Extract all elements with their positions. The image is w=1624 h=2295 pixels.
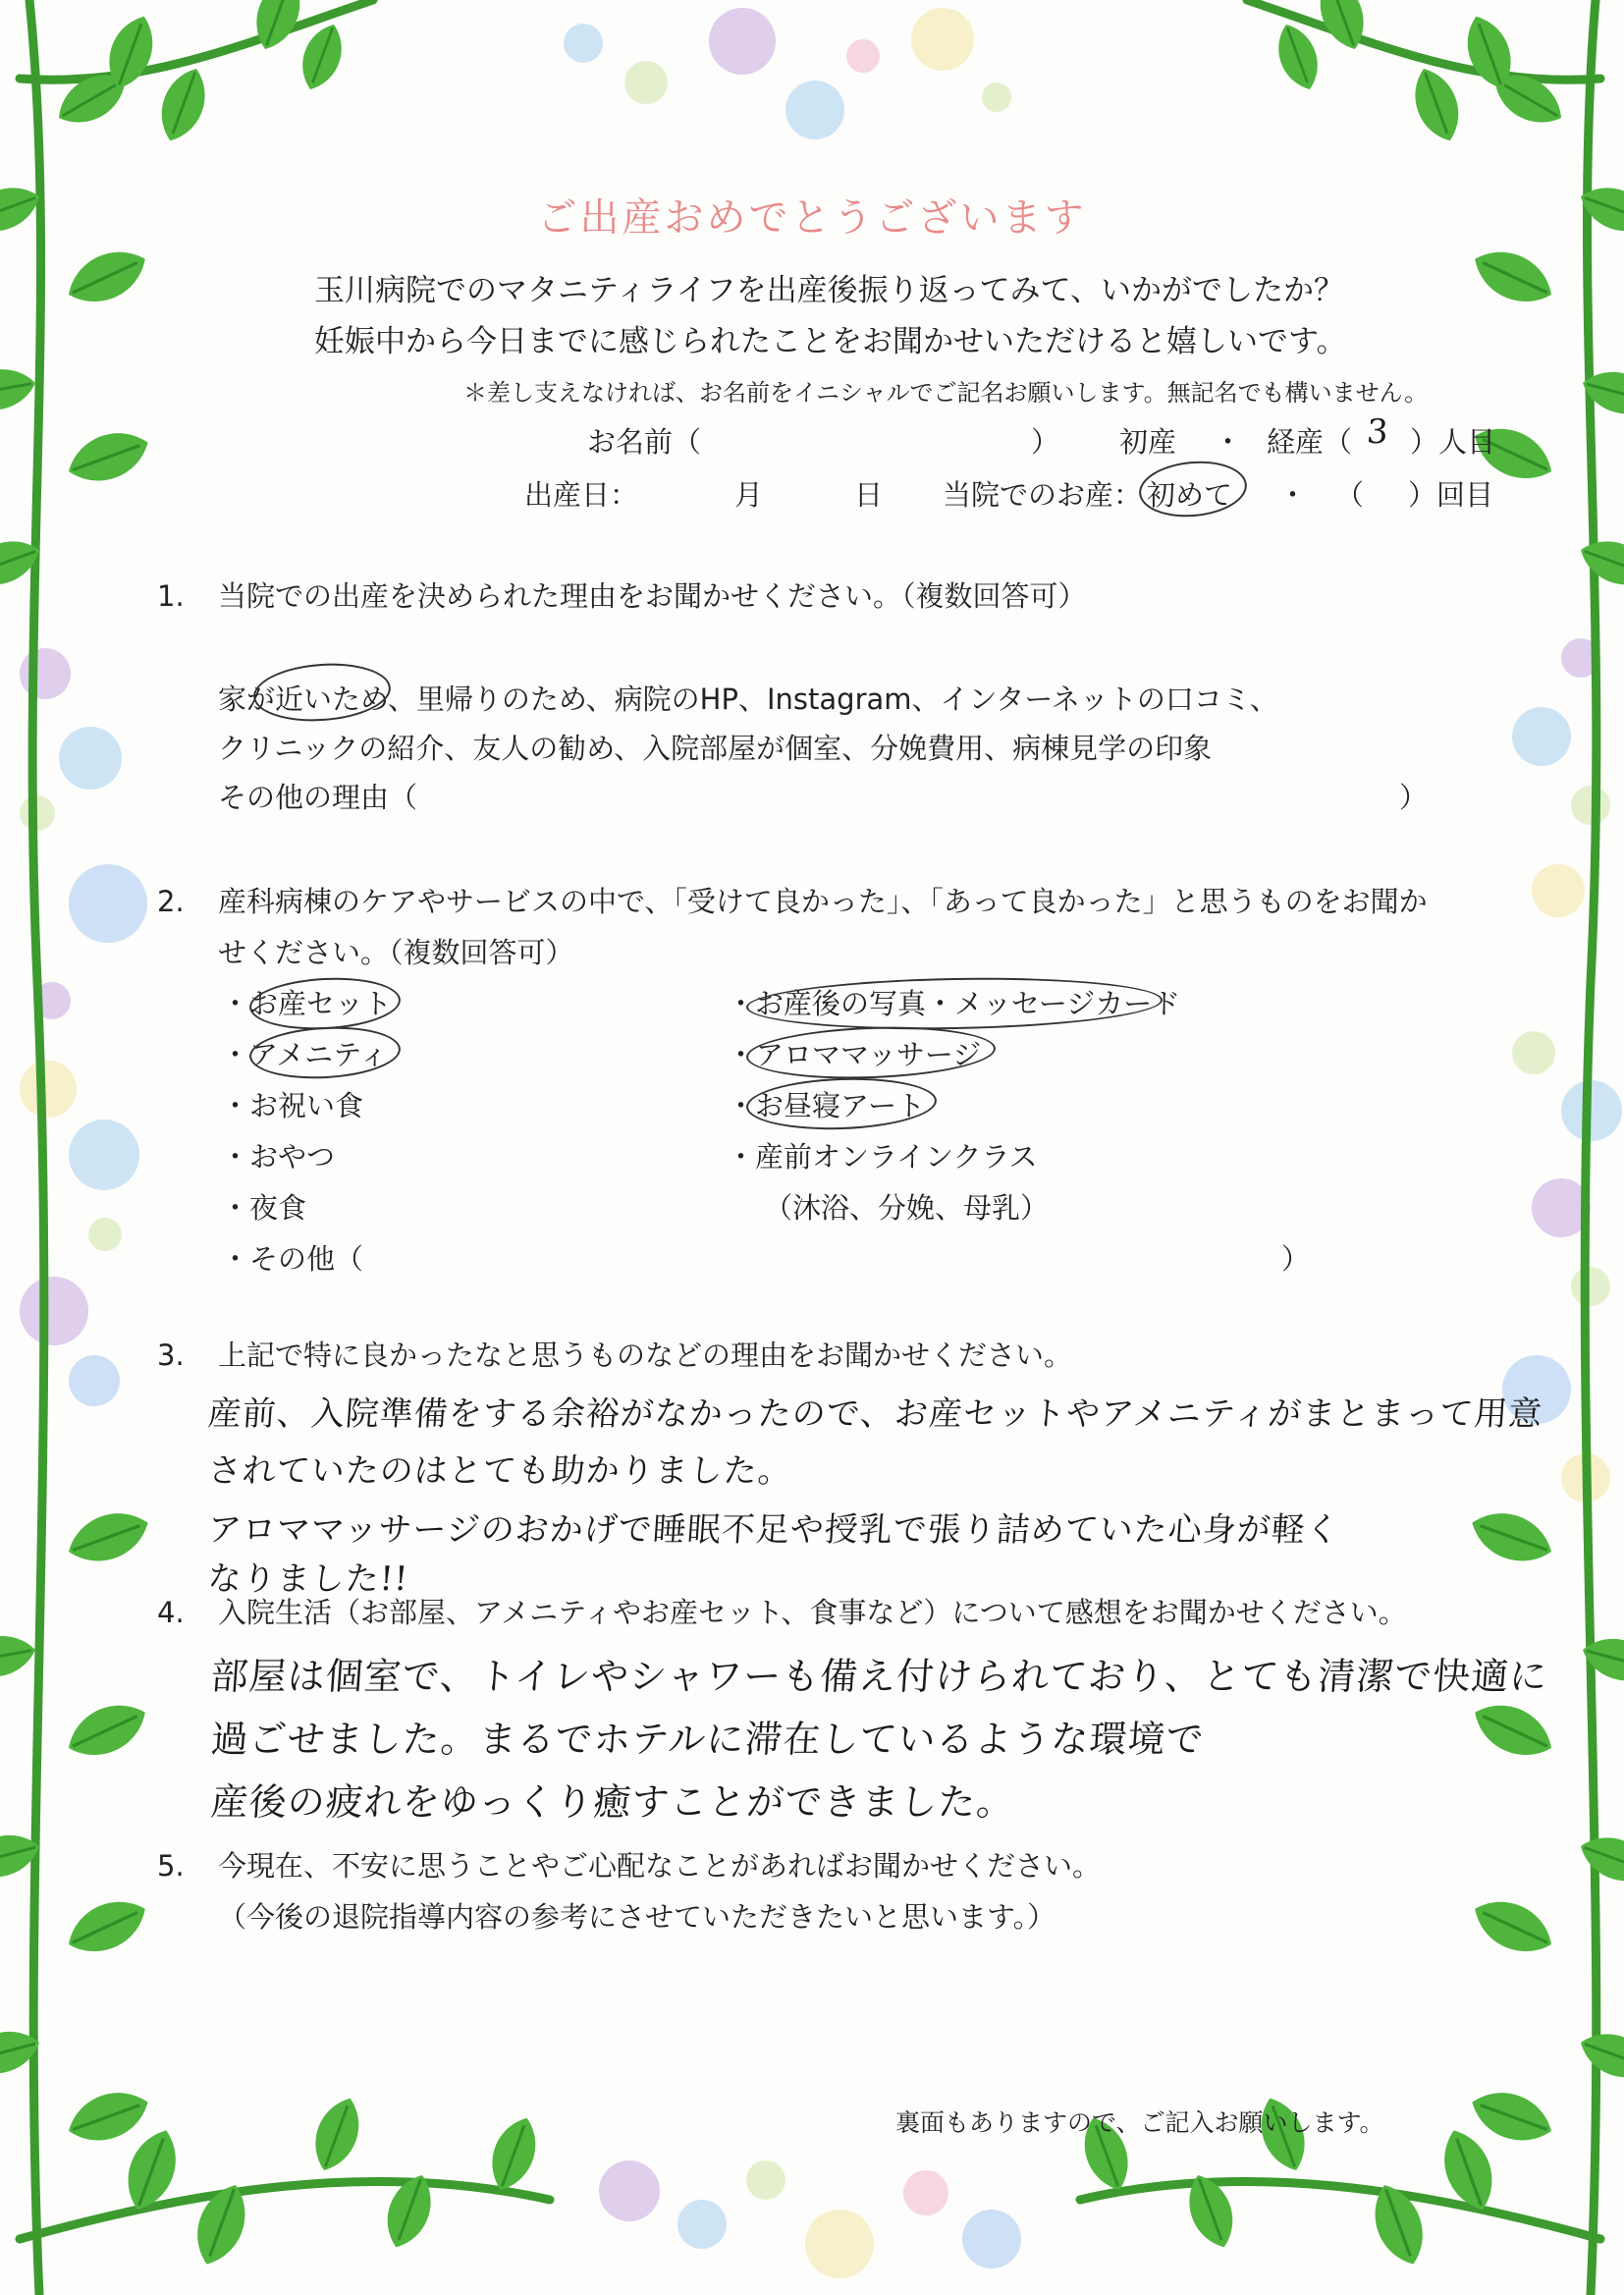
leaf [61,1503,155,1572]
q1-other-close: ） [1399,781,1429,814]
vine-stem [20,2181,550,2239]
question-5-number: 5. [157,1849,185,1883]
question-5-text: 今現在、不安に思うことやご心配なことがあればお聞かせください。 [218,1849,1102,1883]
leaf [1466,1889,1561,1965]
q2-other-close: ） [1281,1242,1311,1276]
q2-right-item: ・アロママッサージ [727,1038,982,1071]
handwritten-line: 産後の疲れをゆっくり癒すことができました。 [209,1780,1016,1824]
leaf [1405,62,1469,147]
q2-right-item: ・お産後の写真・メッセージカード [727,987,1181,1020]
question-4 [157,1591,1407,1631]
leaf [60,240,155,315]
question-2 [157,880,1428,920]
question-4-text: 入院生活（お部屋、アメニティやお産セット、食事など）について感想をお聞かせください。 [218,1596,1407,1629]
times-paren: （ [1335,478,1365,512]
question-3 [157,1334,1072,1374]
question-1-text: 当院での出産を決められた理由をお聞かせください。（複数回答可） [218,579,1087,613]
question-2-text-1: 産科病棟のケアやサービスの中で、「受けて良かった」、「あって良かった」と思うものをお聞か [218,885,1428,918]
multi-birth-count: 3 [1365,412,1391,452]
q1-options-line-2: クリニックの紹介、友人の勧め、入院部屋が個室、分娩費用、病棟見学の印象 [218,732,1213,765]
leaf [1466,1693,1561,1769]
vine-stem [29,0,44,2295]
leaf [61,2082,155,2152]
question-5 [157,1844,1101,1885]
q1-other-label: その他の理由（ [218,781,418,814]
vine-stem [1080,2181,1600,2239]
first-birth-option: 初産 [1119,425,1177,459]
leaf [1465,2082,1559,2152]
times-suffix: ）回目 [1408,478,1494,512]
first-time-option: 初めて [1147,478,1233,512]
leaf [0,1630,39,1682]
handwritten-line: なりました!! [206,1559,410,1599]
q1-options-line-1: 家が近いため、里帰りのため、病院のHP、Instagram、インターネットの口コミ、 [218,683,1278,716]
question-2-text-2: せください。（複数回答可） [218,936,574,969]
leaf [1270,19,1326,95]
leaf [61,422,155,492]
handwritten-line: 過ごせました。まるでホテルに滞在しているような環境で [209,1718,1207,1761]
question-3-number: 3. [157,1339,185,1372]
q2-right-item: ・お昼寝アート [727,1089,926,1122]
question-5-subtext: （今後の退院指導内容の参考にさせていただきたいと思います。） [218,1900,1056,1934]
q2-right-item: ・産前オンラインクラス [727,1140,1038,1174]
handwritten-line: 部屋は個室で、トイレやシャワーも備え付けられており、とても清潔で快適に [209,1655,1549,1698]
leaf [1466,240,1561,315]
question-1-number: 1. [157,579,185,613]
page-title: ご出産おめでとうございます [537,195,1087,241]
q2-left-item: ・夜食 [221,1191,307,1225]
birth-month: 月 [734,478,764,512]
leaf [151,62,215,147]
leaf [1578,1630,1624,1688]
question-4-number: 4. [157,1596,185,1629]
intro-line-2: 妊娠中から今日までに感じられたことをお聞かせいただけると嬉しいです。 [314,324,1347,359]
dot-separator: ・ [1214,425,1243,459]
vine-stem [1585,0,1597,2295]
leaf [60,1693,155,1769]
birthday-label: 出産日： [524,478,639,512]
question-1 [157,574,1087,615]
leaf [60,1889,155,1965]
dot-separator-2: ・ [1278,478,1308,512]
handwritten-line: されていたのはとても助かりました。 [206,1451,794,1491]
q2-left-item: ・おやつ [221,1140,336,1174]
q2-left-item: ・その他（ [221,1242,364,1276]
handwritten-line: 産前、入院準備をする余裕がなかったので、お産セットやアメニティがまとまって用意 [206,1394,1544,1434]
name-label: お名前（ [587,425,702,459]
intro-line-1: 玉川病院でのマタニティライフを出産後振り返ってみて、いかがでしたか？ [314,273,1345,308]
q2-online-class-sub: （沐浴、分娩、母乳） [764,1191,1050,1225]
leaf [1465,1503,1559,1572]
anonymity-note: ＊差し支えなければ、お名前をイニシャルでご記名お願いします。無記名でも構いません。 [463,379,1429,407]
question-2-number: 2. [157,885,185,918]
multi-birth-label: 経産（ [1267,425,1353,459]
leaf [294,19,351,95]
question-3-text: 上記で特に良かったなと思うものなどの理由をお聞かせください。 [218,1339,1073,1372]
leaf [482,2111,546,2197]
hospital-birth-label: 当院でのお産： [943,478,1143,512]
footer-note: 裏面もありますので、ご記入お願いします。 [895,2108,1384,2137]
leaf [305,2092,369,2177]
leaf [1574,531,1624,595]
birth-day: 日 [854,478,884,512]
multi-birth-suffix: ）人目 [1410,425,1496,459]
name-close: ） [1031,425,1060,459]
q2-left-item: ・お産セット [221,987,393,1020]
leaf [1578,363,1624,421]
handwritten-line: アロママッサージのおかげで睡眠不足や授乳で張り詰めていた心身が軽く [206,1510,1342,1550]
q2-left-item: ・アメニティ [221,1038,388,1071]
q2-left-item: ・お祝い食 [221,1089,364,1122]
leaf [0,363,39,415]
